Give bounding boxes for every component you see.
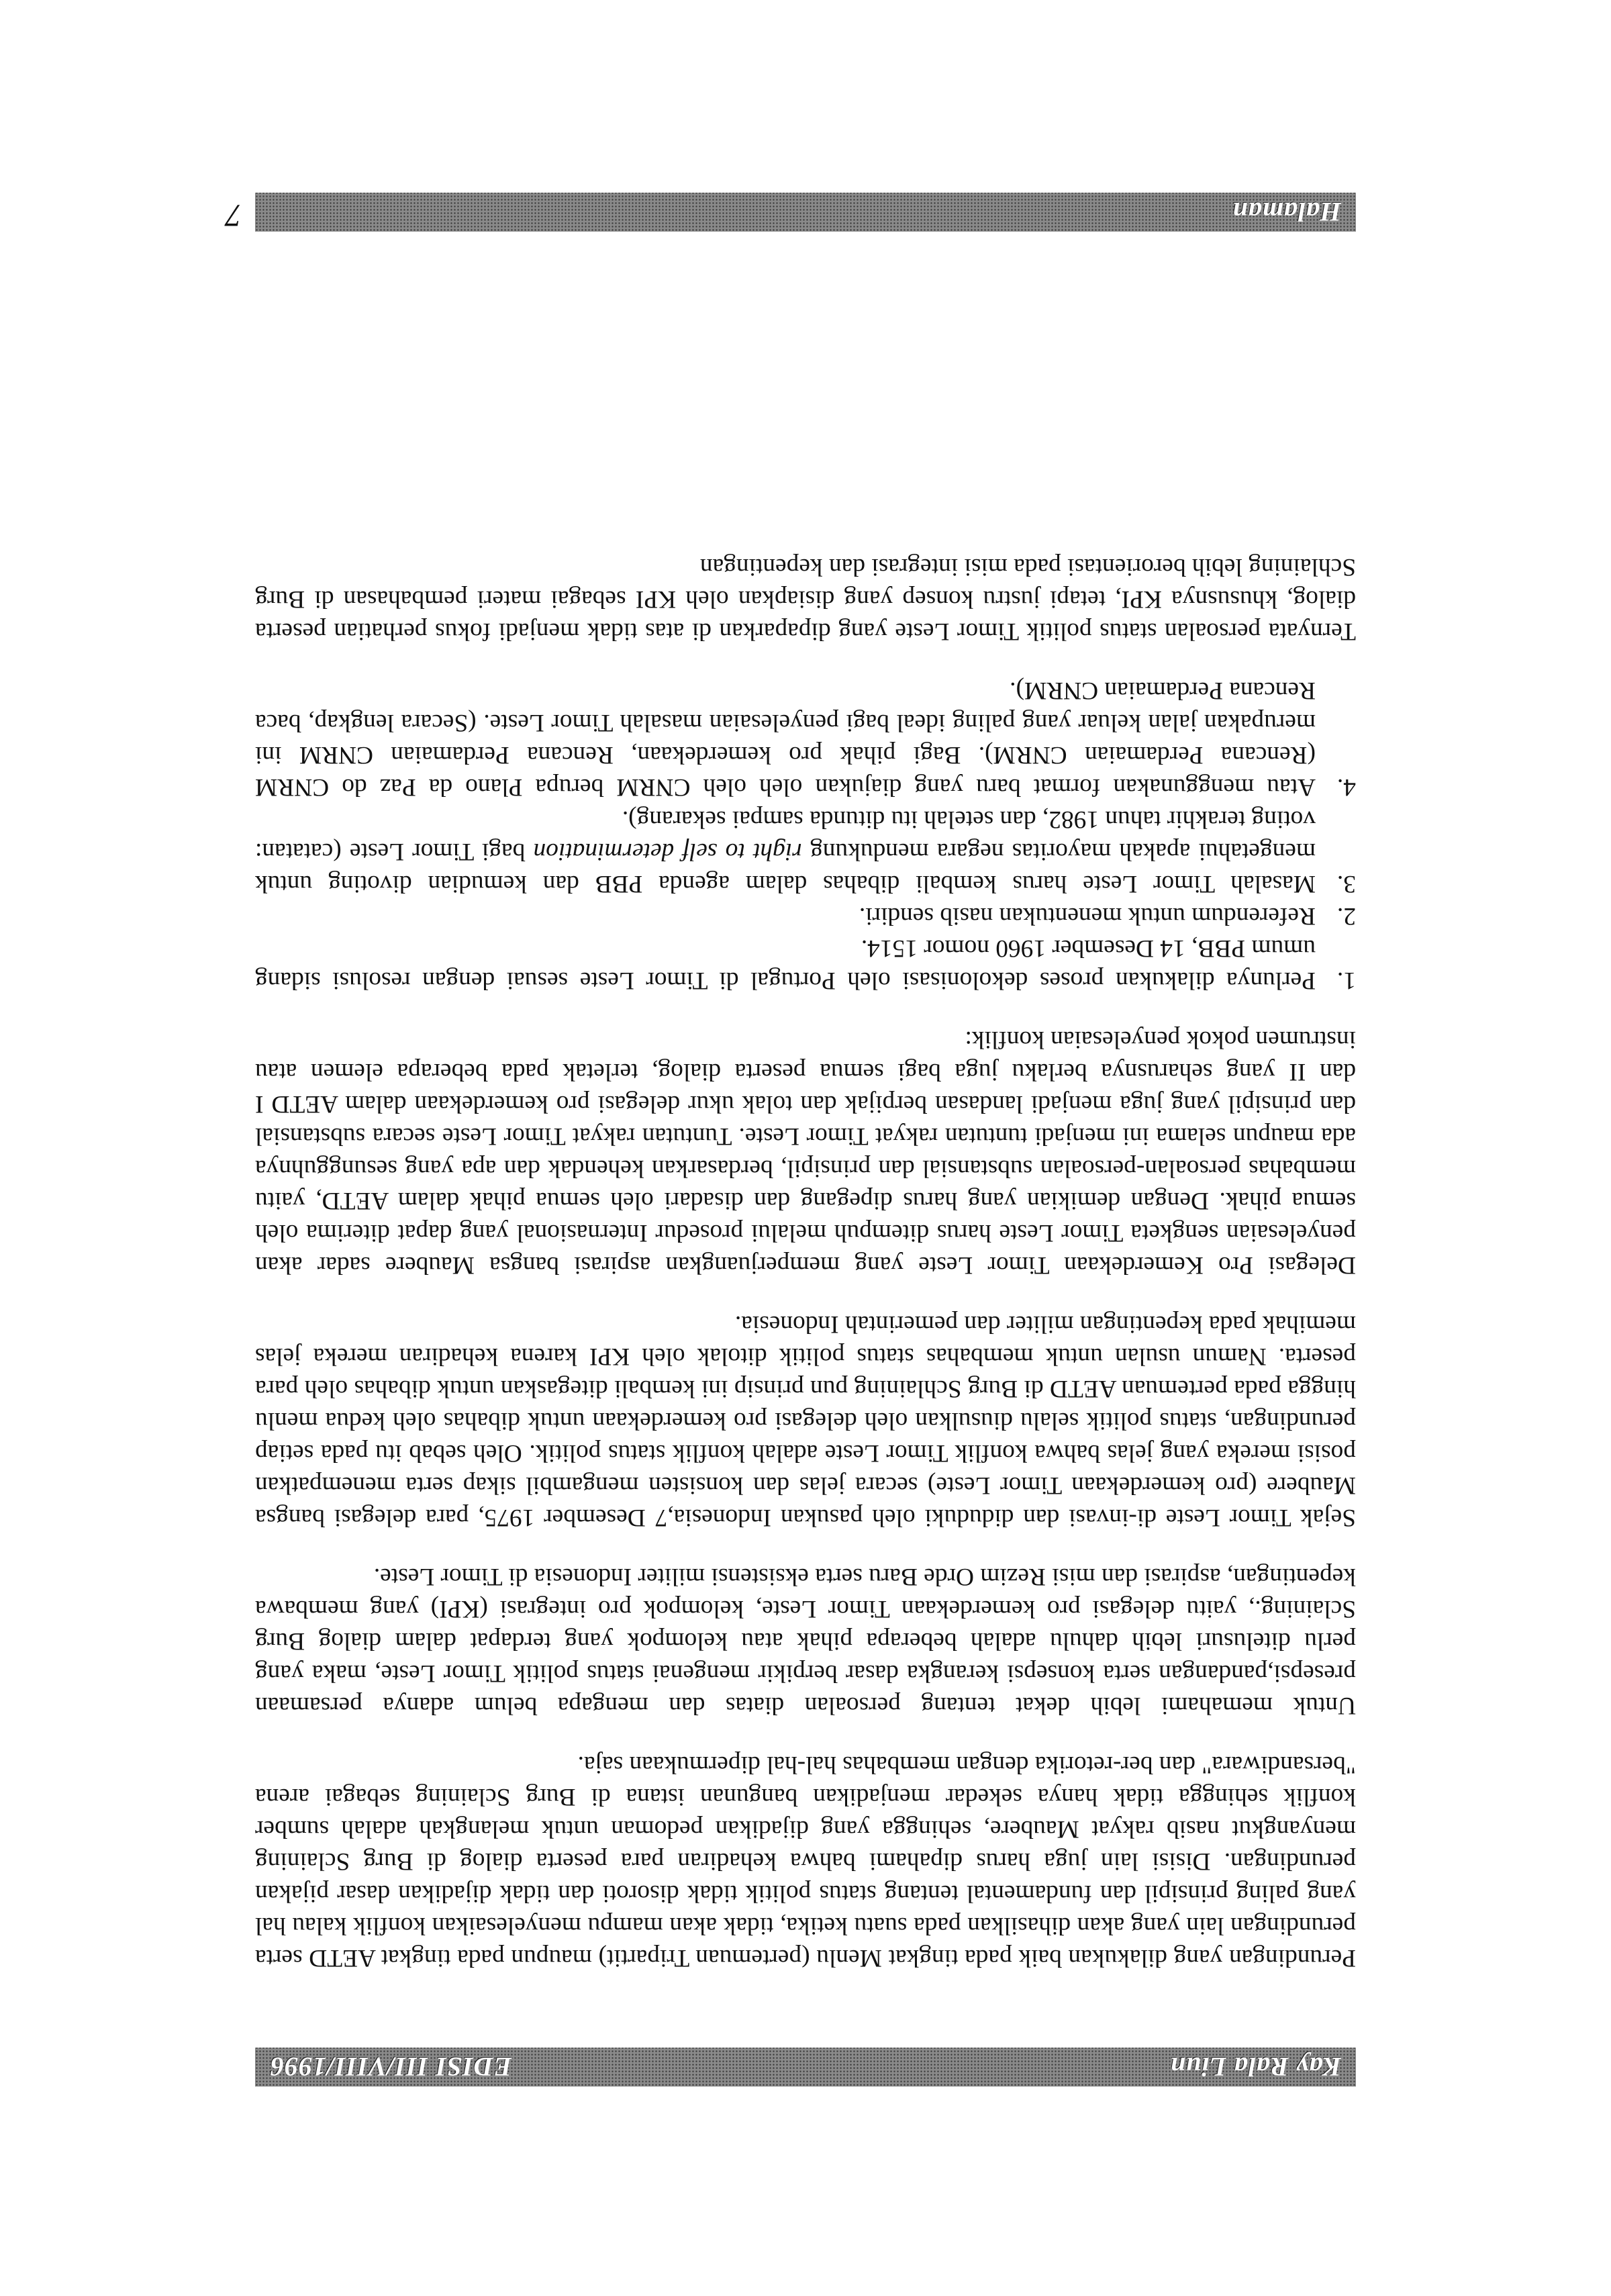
list-item [255,900,1356,932]
list-item-text-part: Masalah Timor Leste harus kembali dibahas dalam agenda PBB dan kemudian divoting untuk mengetahui apakah mayoritas negara mendukung [255,838,1316,898]
article-body [255,248,1356,1974]
list-item [255,932,1356,996]
list-item-text-part: bagi Timor Leste (catatan: voting terakhir tahun 1982, dan setelah itu ditunda sampai sekarang). [255,806,1316,865]
list-item-number: 3. [1336,870,1356,898]
page-number: 7 [226,197,242,233]
list-item-number: 4. [1336,773,1356,801]
list-item-text: Referendum untuk menentukan nasib sendiri. [859,902,1316,930]
list-item [255,674,1356,803]
paragraph-1: Perundingan yang dilakukan baik pada tingkat Menlu (pertemuan Tripartit) maupun pada tingkat AETD serta perundingan lain yang akan dihasilkan pada suatu ketika, tidak akan mampu menyelesaikan konflik kalau hal yang paling prinsipil dan fundamental tentang status politik tidak disoroti dan tidak dijadikan dasar pijakan perundingan. Disisi lain juga harus dipahami bahwa kehadiran para peserta dialog di Burg Sclaining menyangkut nasib rakyat Maubere, sehingga yang dijadikan pedoman untuk melangkah adalah sumber konflik sehingga tidak hanya sekedar menjadikan bangunan istana di Burg Sclaining sebagai arena "bersandiwara" dan ber-retorika dengan membahas hal-hal dipermukaan saja. [255,1751,1356,1972]
footer-bar [255,2048,1356,2087]
list-item-emphasis: right to self determination [533,838,802,865]
list-item-text [255,803,1316,900]
paragraph-2: Untuk memahami lebih dekat tentang persoalan diatas dan mengapa belum adanya persamaan presepsi,pandangan serta konsepsi kerangka dasar berpikir mengenai status politik Timor Leste, maka yang perlu ditelusuri lebih dahulu adalah beberapa pihak atau kelompok yang terdapat dalam dialog Burg Sclaining., yaitu delegasi pro kemerdekaan Timor Leste, kelompok pro integrasi (KPI) yang membawa kepentingan, aspirasi dan misi Rezim Orde Baru serta eksistensi militer Indonesia di Timor Leste. [255,1563,1356,1719]
list-item [255,803,1356,900]
list-item-text: Atau menggunakan format baru yang diajukan oleh oleh CNRM berupa Plano da Paz do CNRM (Rencana Perdamaian CNRM). Bagi pihak pro kemerdekaan, Rencana Perdamaian CNRM ini merupakan jalan keluar yang paling ideal bagi penyelesaian masalah Timor Leste. (Secara lengkap, baca Rencana Perdamaian CNRM). [255,677,1316,801]
header-section-title: Halaman [1232,197,1341,228]
footer-publication-name: Kay Rala Liun [1169,2052,1341,2083]
paragraph-3: Sejak Timor Leste di-invasi dan diduduki oleh pasukan Indonesia,7 Desember 1975, para delegasi bangsa Maubere (pro kemerdekaan Timor Leste) secara jelas dan konsisten mengambil sikap serta menempatkan posisi mereka yang jelas bahwa konflik Timor Leste adalah konflik status politik. Oleh sebab itu pada setiap perundingan, status politik selalu diusulkan oleh delegasi pro kemerdekaan untuk dibahas oleh kedua menlu hingga pada pertemuan AETD di Burg Schlaining pun prinsip ini kembali ditegaskan untuk dibahas oleh para peserta. Namun usulan untuk membahas status politik ditolak oleh KPI karena kehadiran mereka jelas memihak pada kepentingan militer dan pemerintah Indonesia. [255,1310,1356,1531]
header-bar [255,193,1356,232]
list-item-number: 2. [1336,902,1356,930]
list-item-number: 1. [1336,967,1356,994]
paragraph-5: Ternyata persoalan status politik Timor Leste yang dipaparkan di atas tidak menjadi fokus perhatian peserta dialog, khususnya KPI, tetapi justru konsep yang disiapkan oleh KPI sebagai materi pembahasan di Burg Schlaining lebih berorientasi pada misi integrasi dan kepentingan [255,553,1356,645]
paragraph-4: Delegasi Pro Kemerdekaan Timor Leste yang memperjuangkan aspirasi bangsa Maubere sadar akan penyelesaian sengketa Timor Leste harus ditempuh melalui prosedur Internasional yang dapat diterima oleh semua pihak. Dengan demikian yang harus dipegang dan disadari oleh semua pihak dalam AETD, yaitu membahas persoalan-persoalan substansial dan prinsipil, berdasarkan kehendak dan apa yang sesungguhnya ada maupun selama ini menjadi tuntutan rakyat Timor Leste. Tuntutan rakyat Timor Leste secara substansial dan prinsipil yang juga menjadi landasan berpijak dan tolak ukur delegasi pro kemerdekaan dalam AETD I dan II yang seharusnya berlaku juga bagi semua peserta dialog, terletak pada beberapa elemen atau instrumen pokok penyelesaian konflik: [255,1026,1356,1279]
footer-edition: EDISI III/VIII/1996 [270,2052,512,2083]
list-item-text: Perlunya dilakukan proses dekolonisasi oleh Portugal di Timor Leste sesuai dengan resolusi sidang umum PBB, 14 Desember 1960 nomor 1514. [255,935,1316,994]
